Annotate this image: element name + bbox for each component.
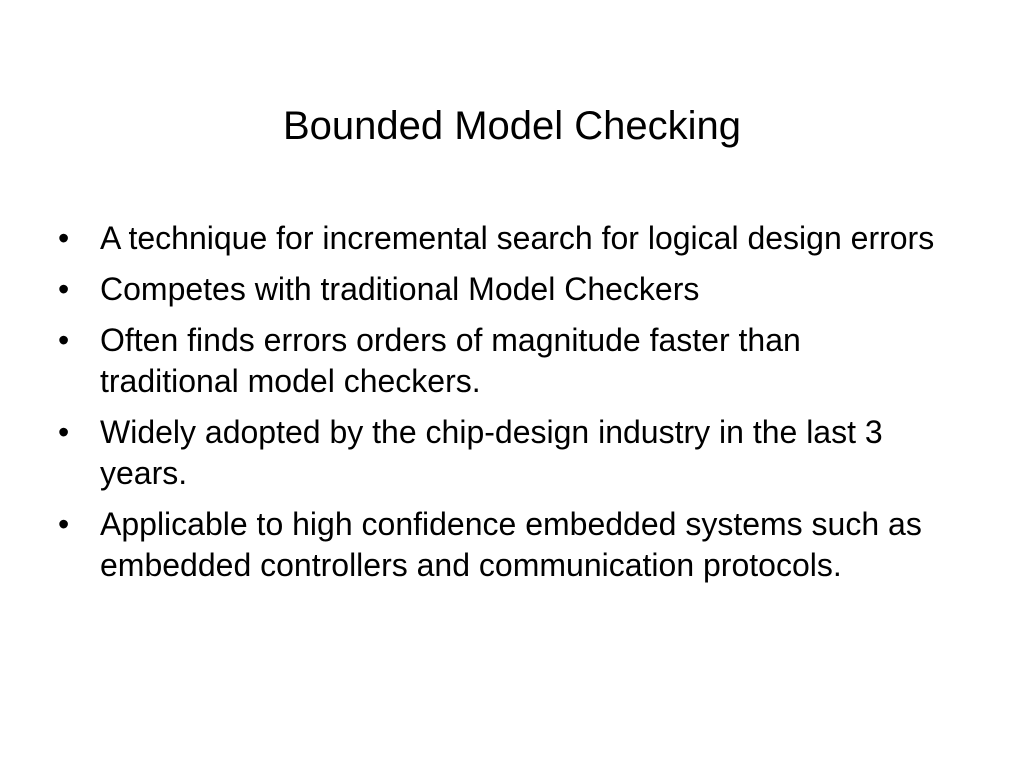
bullet-item	[58, 218, 938, 259]
bullet-item	[58, 412, 938, 494]
bullet-dot-icon: •	[58, 271, 70, 307]
bullet-item	[58, 504, 938, 586]
bullet-text: Competes with traditional Model Checkers	[100, 271, 700, 307]
bullet-dot-icon: •	[58, 322, 70, 358]
bullet-text: A technique for incremental search for logical design errors	[100, 220, 935, 256]
bullet-item	[58, 269, 938, 310]
bullet-text: Often finds errors orders of magnitude faster than traditional model checkers.	[100, 322, 801, 399]
bullet-text: Widely adopted by the chip-design industry in the last 3 years.	[100, 414, 883, 491]
bullet-dot-icon: •	[58, 414, 70, 450]
bullet-dot-icon: •	[58, 220, 70, 256]
bullet-text: Applicable to high confidence embedded systems such as embedded controllers and communication protocols.	[100, 506, 922, 583]
bullet-item	[58, 320, 938, 402]
bullet-dot-icon: •	[58, 506, 70, 542]
bullet-list	[58, 218, 938, 596]
slide-title: Bounded Model Checking	[282, 104, 742, 148]
